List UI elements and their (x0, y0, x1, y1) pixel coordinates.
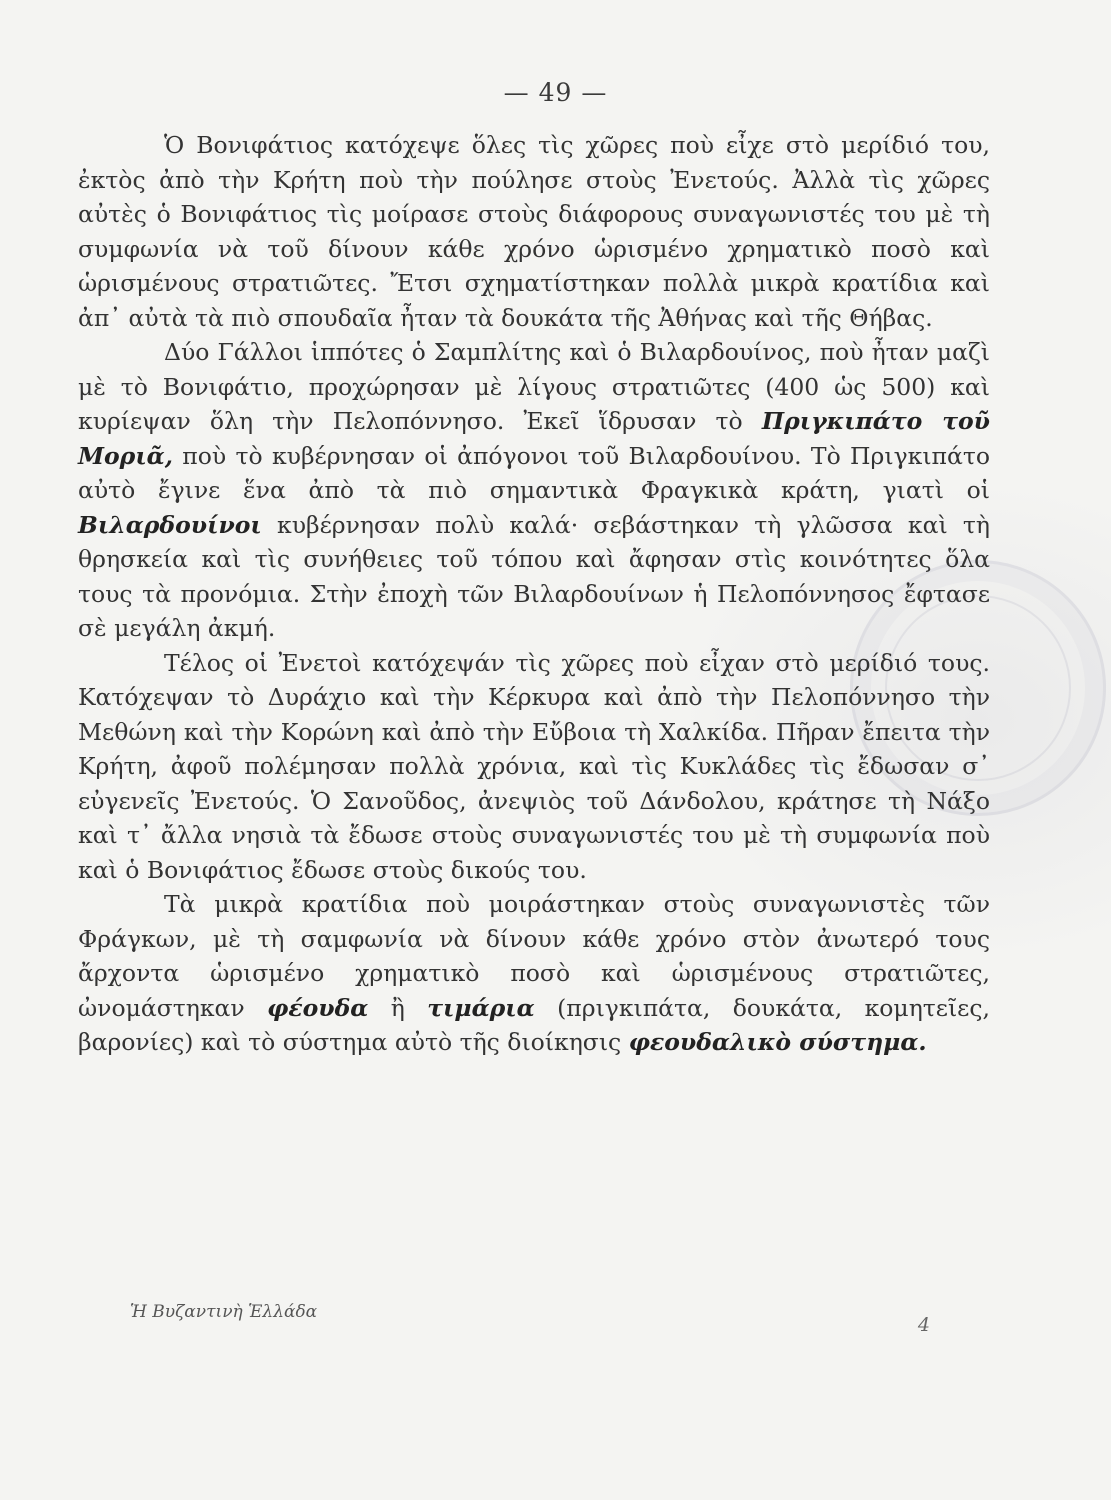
text-run: Δύο Γάλλοι ἱππότες ὁ Σαμπλίτης καὶ ὁ Βιλαρδουίνος, ποὺ ἦταν μαζὶ μὲ τὸ Βονιφάτιο, προχώρησαν μὲ λίγους στρατιῶτες (400 ὡς 500) καὶ κυρίεψαν ὅλη τὴν Πελοπόννησο. Ἐκεῖ ἵδρυσαν τὸ (78, 338, 990, 435)
paragraph (78, 646, 990, 888)
paragraph (78, 887, 990, 1060)
text-run: (πριγκιπάτα, δουκάτα, κομητεῖες, βαρονίες) καὶ τὸ σύστημα αὐτὸ τῆς διοίκησις (78, 993, 990, 1056)
emphasized-term: φεουδαλικὸ σύστημα. (628, 1028, 927, 1056)
text-run: Τὰ μικρὰ κρατίδια ποὺ μοιράστηκαν στοὺς συναγωνιστὲς τῶν Φράγκων, μὲ τὴ σαμφωνία νὰ δίνουν κάθε χρόνο στὸν ἀνωτερό τους ἄρχοντα ὡρισμένο χρηματικὸ ποσὸ καὶ ὡρισμένους στρατιῶτες, ὠνομάστηκαν (78, 890, 990, 1022)
page-footer (130, 1302, 930, 1336)
page-number: — 49 — (503, 78, 608, 107)
paragraph (78, 335, 990, 646)
emphasized-term: φέουδα (267, 993, 369, 1022)
body-text (78, 128, 990, 1060)
text-run: Ὁ Βονιφάτιος κατόχεψε ὅλες τὶς χῶρες ποὺ εἶχε στὸ μερίδιό του, ἐκτὸς ἀπὸ τὴν Κρήτη ποὺ τὴν πούλησε στοὺς Ἐνετούς. Ἀλλὰ τὶς χῶρες αὐτὲς ὁ Βονιφάτιος τὶς μοίρασε στοὺς διάφορους συναγωνιστές του μὲ τὴ συμφωνία νὰ τοῦ δίνουν κάθε χρόνο ὡρισμένο χρηματικὸ ποσὸ καὶ ὡρισμένους στρατιῶτες. Ἔτσι σχηματίστηκαν πολλὰ μικρὰ κρατίδια καὶ ἀπ᾿ αὐτὰ τὰ πιὸ σπουδαῖα ἦταν τὰ δουκάτα τῆς Ἀθήνας καὶ τῆς Θήβας. (78, 131, 990, 332)
emphasized-term: τιμάρια (427, 993, 535, 1022)
emphasized-term: Πριγκιπάτο τοῦ Μοριᾶ, (78, 407, 990, 470)
text-run: ἢ (368, 993, 428, 1022)
footer-book-title: Ἡ Βυζαντινὴ Ἑλλάδα (130, 1302, 318, 1322)
text-run: ποὺ τὸ κυβέρνησαν οἱ ἀπόγονοι τοῦ Βιλαρδουίνου. Τὸ Πριγκιπάτο αὐτὸ ἔγινε ἕνα ἀπὸ τὰ πιὸ σημαντικὰ Φραγκικὰ κράτη, γιατὶ οἱ (78, 441, 990, 504)
text-run: κυβέρνησαν πολὺ καλά· σεβάστηκαν τὴ γλῶσσα καὶ τὴ θρησκεία καὶ τὶς συνήθειες τοῦ τόπου καὶ ἄφησαν στὶς κοινότητες ὅλα τους τὰ προνόμια. Στὴν ἐποχὴ τῶν Βιλαρδουίνων ἡ Πελοπόννησος ἔφτασε σὲ μεγάλη ἀκμή. (78, 510, 990, 642)
printer-signature-mark: 4 (917, 1314, 930, 1336)
emphasized-term: Βιλαρδουίνοι (78, 510, 262, 539)
text-run: Τέλος οἱ Ἐνετοὶ κατόχεψάν τὶς χῶρες ποὺ εἶχαν στὸ μερίδιό τους. Κατόχεψαν τὸ Δυράχιο καὶ τὴν Κέρκυρα καὶ ἀπὸ τὴν Πελοπόννησο τὴν Μεθώνη καὶ τὴν Κορώνη καὶ ἀπὸ τὴν Εὔβοια τὴ Χαλκίδα. Πῆραν ἔπειτα τὴν Κρήτη, ἀφοῦ πολέμησαν πολλὰ χρόνια, καὶ τὶς Κυκλάδες τὶς ἔδωσαν σ᾿ εὐγενεῖς Ἐνετούς. Ὁ Σανοῦδος, ἀνεψιὸς τοῦ Δάνδολου, κράτησε τὴ Νάξο καὶ τ᾿ ἄλλα νησιὰ τὰ ἔδωσε στοὺς συναγωνιστές του μὲ τὴ συμφωνία ποὺ καὶ ὁ Βονιφάτιος ἔδωσε στοὺς δικούς του. (78, 648, 990, 884)
paragraph (78, 128, 990, 335)
